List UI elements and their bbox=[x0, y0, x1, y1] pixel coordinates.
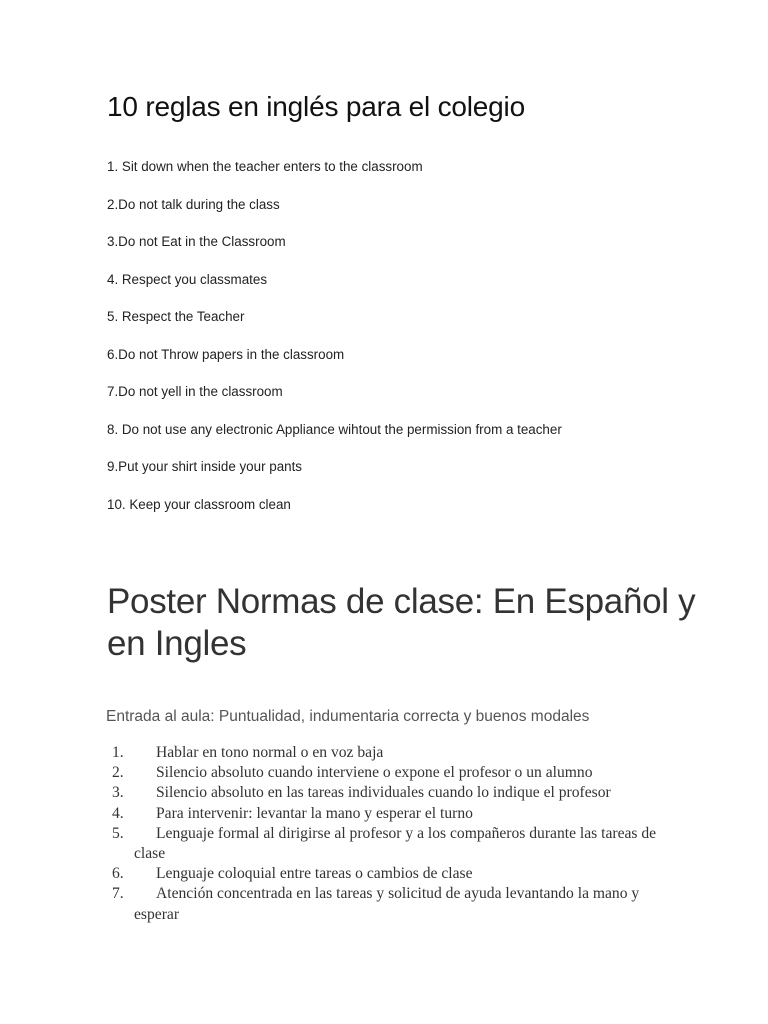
list-item: 7.Do not yell in the classroom bbox=[107, 384, 283, 399]
item-text: Silencio absoluto cuando interviene o expone el profesor o un alumno bbox=[156, 764, 593, 782]
list-item bbox=[112, 884, 672, 924]
item-text: Para intervenir: levantar la mano y esperar el turno bbox=[156, 804, 473, 822]
poster-title: Poster Normas de clase: En Español y en Ingles bbox=[107, 582, 696, 663]
list-item bbox=[112, 743, 672, 763]
list-item: 4. Respect you classmates bbox=[107, 271, 268, 287]
list-item: 6.Do not Throw papers in the classroom bbox=[107, 346, 345, 362]
list-item bbox=[112, 763, 672, 783]
item-number: 7. bbox=[112, 885, 124, 903]
list-item bbox=[112, 824, 672, 864]
item-number: 5. bbox=[112, 824, 124, 842]
item-number: 6. bbox=[112, 865, 124, 883]
item-number: 1. bbox=[112, 744, 124, 761]
list-item bbox=[112, 804, 672, 824]
english-rules-list bbox=[107, 157, 562, 532]
spanish-norms-list bbox=[112, 743, 672, 925]
item-text: Lenguaje formal al dirigirse al profesor y a los compañeros durante las tareas de clase bbox=[134, 824, 657, 863]
list-item: 1. Sit down when the teacher enters to the classroom bbox=[107, 159, 423, 174]
list-item: 8. Do not use any electronic Appliance wihtout the permission from a teacher bbox=[107, 421, 562, 437]
list-item bbox=[112, 783, 672, 803]
english-rules-title: 10 reglas en inglés para el colegio bbox=[107, 91, 525, 122]
item-number: 4. bbox=[112, 804, 124, 822]
classroom-entry-subtitle: Entrada al aula: Puntualidad, indumentaria correcta y buenos modales bbox=[106, 708, 590, 725]
list-item: 10. Keep your classroom clean bbox=[107, 496, 291, 512]
item-text: Atención concentrada en las tareas y solicitud de ayuda levantando la mano y esperar bbox=[134, 885, 640, 923]
list-item: 3.Do not Eat in the Classroom bbox=[107, 234, 286, 249]
item-number: 2. bbox=[112, 764, 124, 782]
item-text: Lenguaje coloquial entre tareas o cambios de clase bbox=[156, 865, 473, 883]
item-number: 3. bbox=[112, 784, 124, 802]
list-item: 9.Put your shirt inside your pants bbox=[107, 459, 303, 474]
item-text: Silencio absoluto en las tareas individuales cuando lo indique el profesor bbox=[156, 784, 611, 802]
list-item: 2.Do not talk during the class bbox=[107, 196, 280, 212]
list-item: 5. Respect the Teacher bbox=[107, 309, 245, 324]
list-item bbox=[112, 864, 672, 884]
item-text: Hablar en tono normal o en voz baja bbox=[156, 744, 384, 761]
